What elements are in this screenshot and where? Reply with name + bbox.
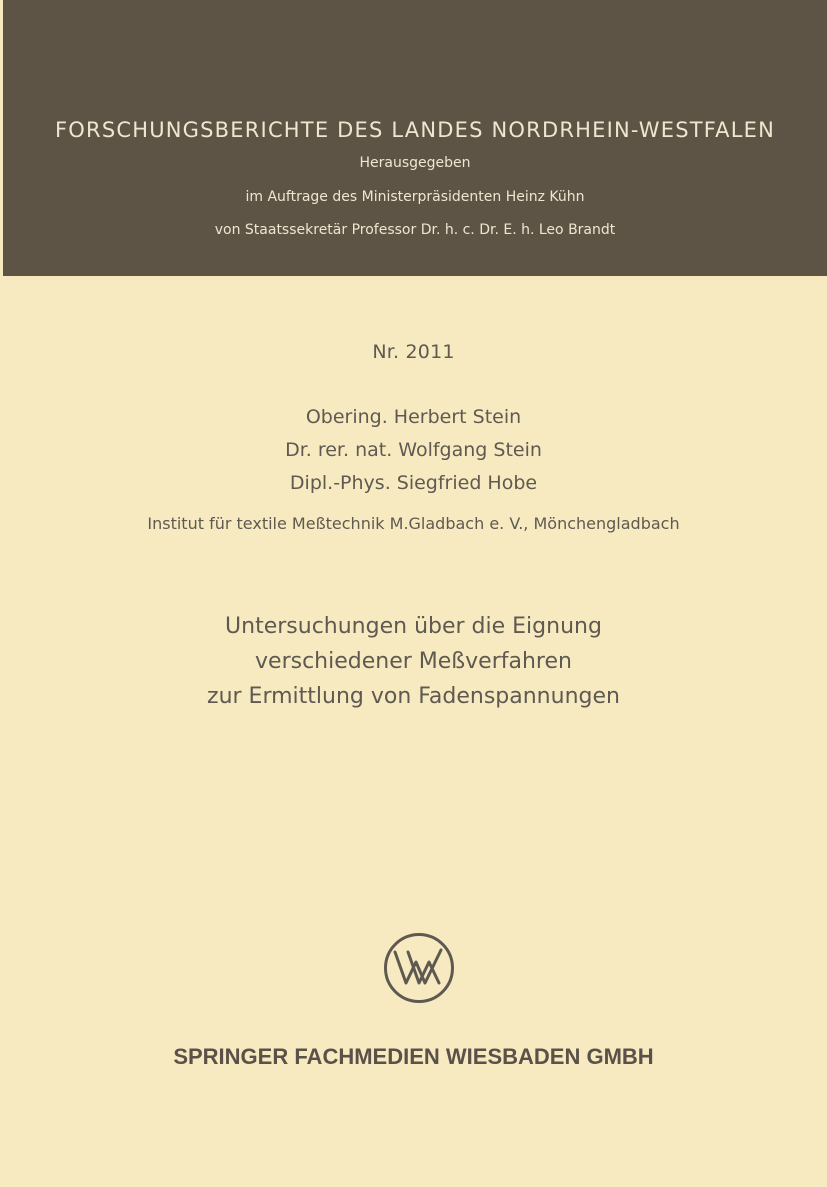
author-name: Dr. rer. nat. Wolfgang Stein (285, 439, 542, 461)
institute-name: Institut für textile Meßtechnik M.Gladbach e. V., Mönchengladbach (147, 514, 680, 533)
series-header (3, 0, 827, 276)
author-name: Obering. Herbert Stein (305, 406, 522, 428)
report-title-line: zur Ermittlung von Fadenspannungen (207, 684, 620, 709)
editor-line: Herausgegeben (359, 155, 471, 171)
report-title-line: Untersuchungen über die Eignung (225, 614, 602, 639)
report-title-line: verschiedener Meßverfahren (255, 649, 572, 674)
report-number: Nr. 2011 (372, 341, 455, 363)
author-name: Dipl.-Phys. Siegfried Hobe (289, 472, 538, 494)
editor-line: von Staatssekretär Professor Dr. h. c. Dr. E. h. Leo Brandt (214, 222, 616, 238)
publisher-name: SPRINGER FACHMEDIEN WIESBADEN GMBH (173, 1044, 654, 1069)
editor-line: im Auftrage des Ministerpräsidenten Heinz Kühn (245, 189, 585, 205)
cover-content (0, 276, 827, 1187)
series-title: FORSCHUNGSBERICHTE DES LANDES NORDRHEIN-WESTFALEN (55, 118, 775, 142)
springer-vieweg-logo-icon (383, 932, 455, 1004)
